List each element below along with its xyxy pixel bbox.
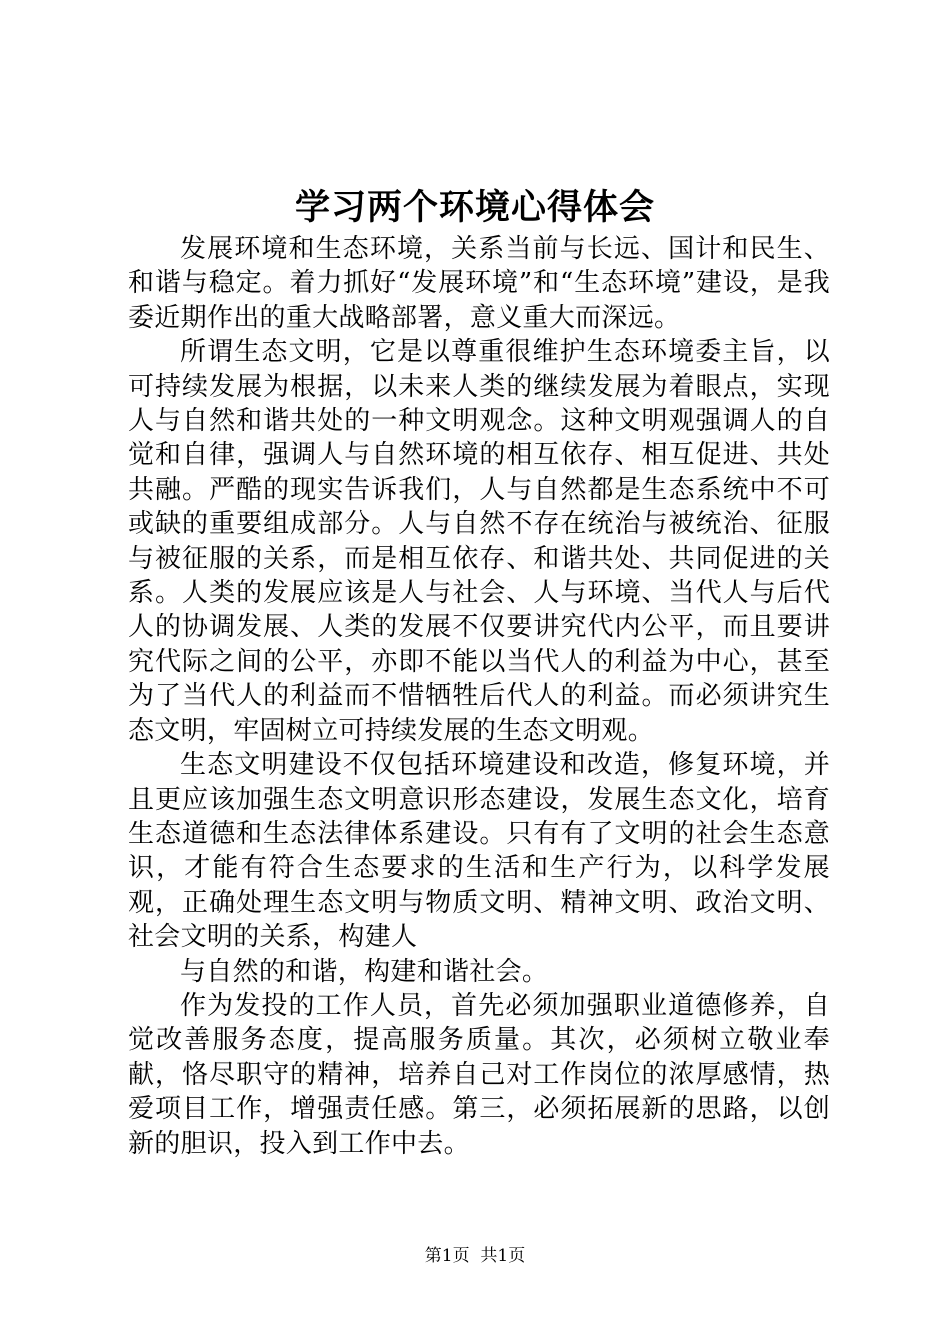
document-title: 学习两个环境心得体会	[294, 187, 655, 228]
paragraph-2: 所谓生态文明，它是以尊重很维护生态环境委主旨，以可持续发展为根据，以未来人类的继续发展为着眼点，实现人与自然和谐共处的一种文明观念。这种文明观强调人的自觉和自律，强调人与自然环境的相互依存、相互促进、共处共融。严酷的现实告诉我们，人与自然都是生态系统中不可或缺的重要组成部分。人与自然不存在统治与被统治、征服与被征服的关系，而是相互依存、和谐共处、共同促进的关系。人类的发展应该是人与社会、人与环境、当代人与后代人的协调发展、人类的发展不仅要讲究代内公平，而且要讲究代际之间的公平，亦即不能以当代人的利益为中心，甚至为了当代人的利益而不惜牺牲后代人的利益。而必须讲究生态文明，牢固树立可持续发展的生态文明观。	[128, 337, 830, 746]
paragraph-3: 生态文明建设不仅包括环境建设和改造，修复环境，并且更应该加强生态文明意识形态建设，发展生态文化，培育生态道德和生态法律体系建设。只有有了文明的社会生态意识，才能有符合生态要求的生活和生产行为，以科学发展观，正确处理生态文明与物质文明、精神文明、政治文明、社会文明的关系，构建人	[128, 750, 830, 953]
paragraph-4: 与自然的和谐，构建和谐社会。	[180, 956, 549, 987]
page-number: 第1页	[424, 1246, 470, 1266]
page-total: 共1页	[480, 1246, 526, 1266]
paragraph-1: 发展环境和生态环境，关系当前与长远、国计和民生、和谐与稳定。着力抓好“发展环境”和“生态环境”建设，是我委近期作出的重大战略部署，意义重大而深远。	[128, 234, 830, 333]
page-footer	[0, 1245, 950, 1267]
paragraph-5: 作为发投的工作人员，首先必须加强职业道德修养，自觉改善服务态度，提高服务质量。其次，必须树立敬业奉献，恪尽职守的精神，培养自己对工作岗位的浓厚感情，热爱项目工作，增强责任感。第三，必须拓展新的思路，以创新的胆识，投入到工作中去。	[128, 990, 830, 1159]
footer-spacer	[470, 1246, 481, 1266]
document-body	[128, 232, 830, 1161]
